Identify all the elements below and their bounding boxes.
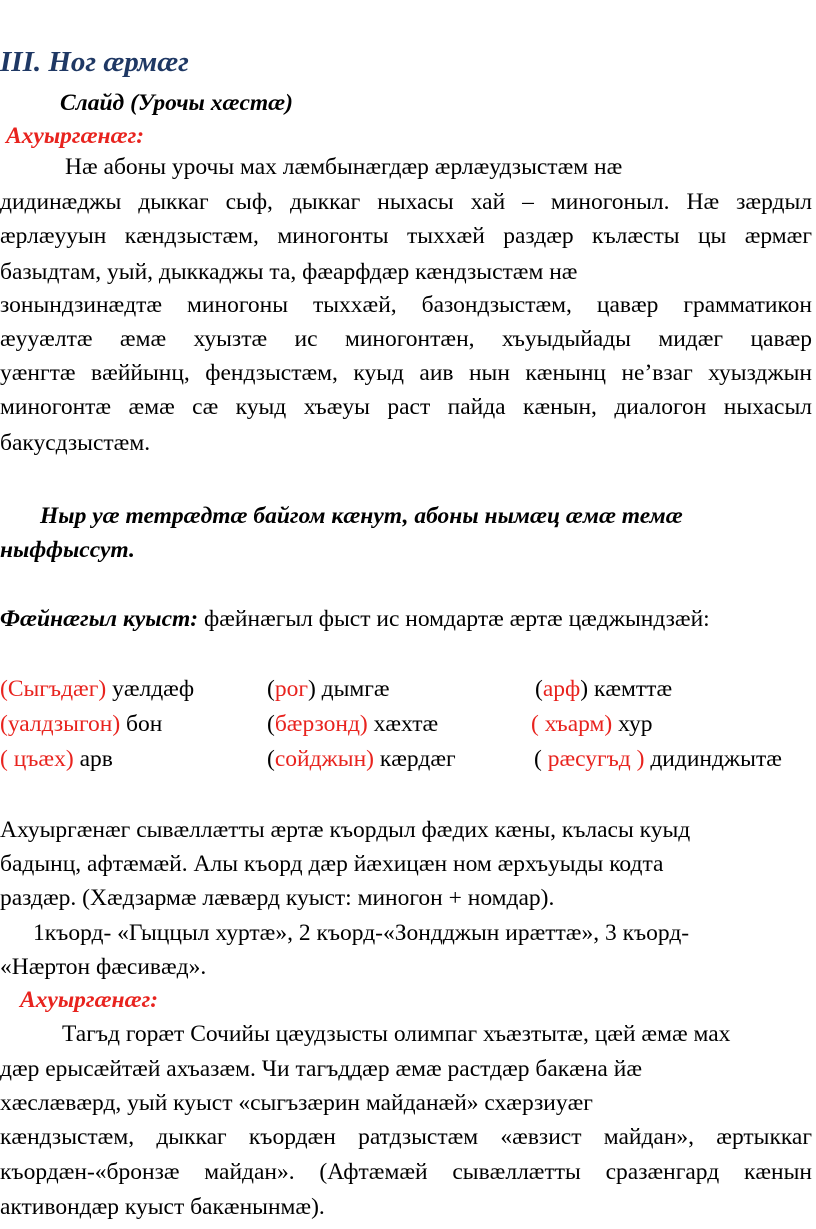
- noun: арв: [73, 746, 113, 772]
- board-task-text: фæйнæгыл фыст ис номдартæ æртæ цæджындзæй:: [198, 606, 710, 632]
- paragraph-line: бакусдзыстæм.: [0, 430, 151, 456]
- board-task-label: Фæйнæгыл куыст:: [0, 606, 199, 632]
- word-pair: ( рæсугъд ) дидинджытæ: [534, 746, 782, 772]
- word-pair: (сойджын) кæрдæг: [267, 746, 456, 772]
- paragraph-line: «Нæртон фæсивæд».: [0, 954, 207, 980]
- board-task: [0, 604, 710, 634]
- paragraph-line: кæндзыстæм, дыккаг къордæн ратдзыстæм «æвзист майдан», æртыккаг: [0, 1124, 812, 1150]
- word-row: [0, 742, 816, 776]
- noun: кæрдæг: [373, 746, 456, 772]
- instruction-line: Ныр уæ тетрæдтæ байгом кæнут, абоны нымæц æмæ темæ: [40, 503, 683, 529]
- paragraph-line: Нæ абоны урочы мах лæмбынæгдæр æрлæудзыстæм нæ: [65, 154, 623, 180]
- adjective: арф: [542, 676, 581, 702]
- word-pair: (рог) дымгæ: [267, 676, 390, 702]
- slide-label: Слайд (Урочы хæстæ): [60, 90, 293, 116]
- paragraph-line: 1къорд- «Гыццыл хуртæ», 2 къорд-«Зондджын ирæттæ», 3 къорд-: [33, 920, 690, 946]
- adjective: ( цъæх): [0, 746, 74, 772]
- adjective: (уалдзыгон): [0, 711, 121, 737]
- noun: уæлдæф: [106, 676, 195, 702]
- paragraph-line: Тагъд горæт Сочийы цæудзысты олимпаг хъæзтытæ, цæй æмæ мах: [62, 1021, 731, 1047]
- adjective: рæсугъд ): [547, 746, 645, 772]
- paragraph-line: зонындзинæдтæ миногоны тыххæй, базондзыстæм, цавæр грамматикон: [0, 292, 812, 318]
- adjective: (Сыгъдæг): [0, 676, 107, 702]
- word-pair: (бæрзонд) хæхтæ: [267, 711, 439, 737]
- word-pair: [0, 742, 113, 776]
- paragraph-line: Ахуыргæнæг сывæллæтты æртæ къордыл фæдих кæны, къласы куыд: [0, 817, 691, 843]
- teacher-label-1: Ахуыргæнæг:: [6, 123, 145, 149]
- noun: дымгæ: [315, 676, 390, 702]
- section-title: III. Ног æрмæг: [0, 46, 189, 78]
- noun: дидинджытæ: [644, 746, 782, 772]
- word-pair: [0, 707, 162, 741]
- word-row: [0, 672, 816, 706]
- noun: кæмттæ: [588, 676, 673, 702]
- paragraph-line: æууæлтæ æмæ хуызтæ ис миногонтæн, хъуыдыйады мидæг цавæр: [0, 326, 812, 352]
- paragraph-line: æрлæууын кæндзыстæм, миногонты тыххæй раздæр кълæсты цы æрмæг: [0, 223, 812, 249]
- noun: бон: [120, 711, 163, 737]
- paragraph-line: уæнгтæ вæййынц, фендзыстæм, куыд аив нын кæнынц не’взаг хуызджын: [0, 360, 812, 386]
- adjective: сойджын): [274, 746, 374, 772]
- word-row: [0, 707, 816, 741]
- word-pair: [531, 707, 652, 741]
- teacher-label-2: Ахуыргæнæг:: [20, 987, 159, 1013]
- adjective: бæрзонд): [274, 711, 368, 737]
- word-pair: [0, 672, 194, 706]
- word-pair: (арф) кæмттæ: [535, 676, 673, 702]
- paragraph-line: базыдтам, уый, дыккаджы та, фæарфдæр кæндзыстæм нæ: [0, 259, 578, 285]
- paragraph-line: бадынц, афтæмæй. Алы къорд дæр йæхицæн ном æрхъуыды кодта: [0, 851, 664, 877]
- instruction-line: ныффыссут.: [0, 537, 135, 563]
- paragraph-line: къордæн-«бронзæ майдан». (Афтæмæй сывæллæтты сразæнгард кæнын: [0, 1159, 812, 1185]
- noun: хæхтæ: [367, 711, 439, 737]
- paragraph-line: дæр ерысæйтæй ахъазæм. Чи тагъддæр æмæ растдæр бакæна йæ: [0, 1056, 642, 1082]
- adjective: рог: [274, 676, 308, 702]
- paragraph-line: активондæр куыст бакæнынмæ).: [0, 1194, 325, 1220]
- paragraph-line: дидинæджы дыккаг сыф, дыккаг ныхасы хай – миногоныл. Нæ зæрдыл: [0, 189, 812, 215]
- paragraph-line: раздæр. (Хæдзармæ лæвæрд куыст: миногон + номдар).: [0, 885, 555, 911]
- adjective: ( хъарм): [531, 711, 613, 737]
- paragraph-line: миногонтæ æмæ сæ куыд хъæуы раст пайда кæнын, диалогон ныхасыл: [0, 394, 812, 420]
- noun: хур: [612, 711, 653, 737]
- paragraph-line: хæслæвæрд, уый куыст «сыгъзæрин майданæй» схæрзиуæг: [0, 1090, 593, 1116]
